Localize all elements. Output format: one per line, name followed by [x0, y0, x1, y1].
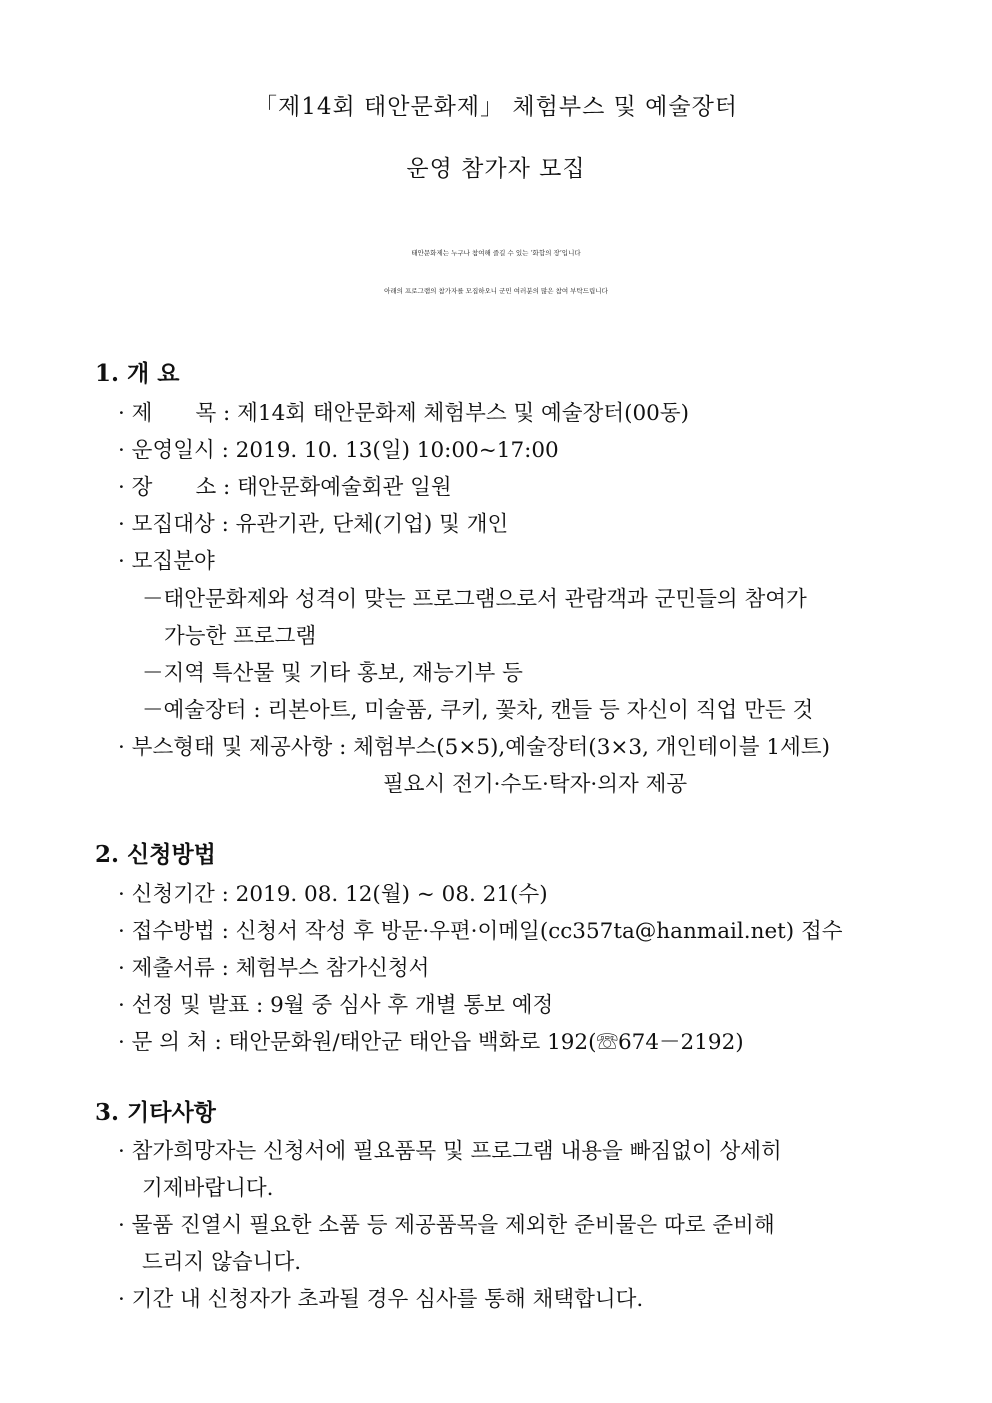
- field-item-2: －지역 특산물 및 기타 홍보, 재능기부 등: [142, 661, 523, 686]
- overview-place: · 장 소 : 태안문화예술회관 일원: [118, 475, 452, 500]
- apply-docs: · 제출서류 : 체험부스 참가신청서: [118, 956, 430, 981]
- apply-method: · 접수방법 : 신청서 작성 후 방문·우편·이메일(cc357ta@hanmail.net) 접수: [118, 919, 843, 944]
- apply-contact: · 문 의 처 : 태안문화원/태안군 태안읍 백화로 192(☏674－2192): [118, 1030, 744, 1055]
- note-3: · 기간 내 신청자가 초과될 경우 심사를 통해 채택합니다.: [118, 1287, 644, 1312]
- overview-field: · 모집분야: [118, 549, 215, 574]
- field-item-1: －태안문화제와 성격이 맞는 프로그램으로서 관람객과 군민들의 참여가: [142, 587, 807, 612]
- section-3-heading: 3. 기타사항: [95, 1099, 216, 1126]
- document-title-line-1: 「제14회 태안문화제」 체험부스 및 예술장터: [254, 94, 738, 120]
- field-item-3: －예술장터 : 리본아트, 미술품, 쿠키, 꽃차, 캔들 등 자신이 직업 만든 것: [142, 698, 814, 723]
- section-2-heading: 2. 신청방법: [95, 841, 216, 868]
- apply-selection: · 선정 및 발표 : 9월 중 심사 후 개별 통보 예정: [118, 993, 554, 1018]
- overview-target: · 모집대상 : 유관기관, 단체(기업) 및 개인: [118, 512, 509, 537]
- intro-line-2: 아래의 프로그램의 참가자를 모집하오니 군민 여러분의 많은 참여 부탁드립니다: [384, 287, 608, 295]
- overview-booth: · 부스형태 및 제공사항 : 체험부스(5×5),예술장터(3×3, 개인테이블 1세트): [118, 735, 831, 760]
- document-title-line-2: 운영 참가자 모집: [406, 156, 586, 182]
- overview-booth-provision: 필요시 전기·수도·탁자·의자 제공: [383, 772, 688, 797]
- section-1-heading: 1. 개 요: [95, 360, 180, 387]
- intro-line-1: 태안문화제는 누구나 참여해 즐길 수 있는 ‘화합의 장’입니다: [411, 249, 581, 257]
- apply-period: · 신청기간 : 2019. 08. 12(월) ~ 08. 21(수): [118, 882, 548, 907]
- note-1: · 참가희망자는 신청서에 필요품목 및 프로그램 내용을 빠짐없이 상세히: [118, 1139, 782, 1164]
- field-item-1-continued: 가능한 프로그램: [164, 624, 317, 649]
- overview-date: · 운영일시 : 2019. 10. 13(일) 10:00~17:00: [118, 438, 559, 463]
- note-2: · 물품 진열시 필요한 소품 등 제공품목을 제외한 준비물은 따로 준비해: [118, 1213, 775, 1238]
- note-2-continued: 드리지 않습니다.: [142, 1250, 302, 1275]
- overview-title: · 제 목 : 제14회 태안문화제 체험부스 및 예술장터(00동): [118, 401, 690, 426]
- note-1-continued: 기제바랍니다.: [142, 1176, 274, 1201]
